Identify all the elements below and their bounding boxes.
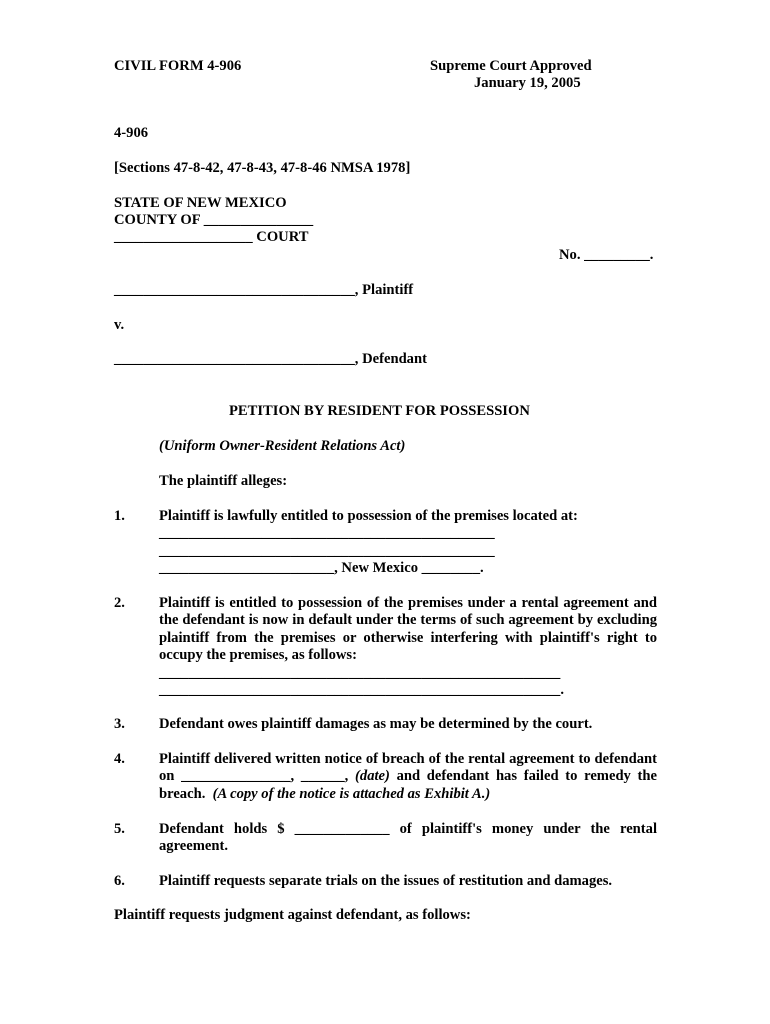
item-4-text-b: and defendant has failed to remedy the breach.: [159, 768, 657, 802]
form-id: CIVIL FORM 4-906: [114, 58, 242, 74]
closing-text: Plaintiff requests judgment against defendant, as follows:: [114, 907, 471, 923]
intro-text: The plaintiff alleges:: [159, 473, 288, 489]
item-1-text: Plaintiff is lawfully entitled to possession of the premises located at:: [159, 508, 578, 524]
item-6-text: Plaintiff requests separate trials on the issues of restitution and damages.: [159, 873, 613, 889]
case-number: No. _________.: [559, 247, 654, 263]
item-4-date-label: (date): [355, 768, 390, 785]
plaintiff-line: _________________________________, Plaintiff: [114, 282, 414, 298]
caption-county: COUNTY OF _______________: [114, 212, 314, 228]
item-4-text-a: Plaintiff delivered written notice of breach of the rental agreement to defendant on _______________, ______,: [159, 751, 657, 785]
item-1-number: 1.: [114, 508, 125, 524]
item-2-blank-1: _______________________________________________________: [159, 665, 561, 681]
item-4-number: 4.: [114, 751, 125, 767]
document-subtitle: (Uniform Owner-Resident Relations Act): [159, 438, 406, 454]
statute-sections: [Sections 47-8-42, 47-8-43, 47-8-46 NMSA 1978]: [114, 160, 411, 176]
caption-state: STATE OF NEW MEXICO: [114, 195, 287, 211]
versus-text: v.: [114, 317, 125, 333]
item-4-exhibit-note: (A copy of the notice is attached as Exhibit A.): [212, 785, 491, 802]
rule-number: 4-906: [114, 125, 149, 141]
caption-court: ___________________ COURT: [114, 229, 309, 245]
item-2-blank-2: _______________________________________________________.: [159, 682, 564, 698]
item-3-number: 3.: [114, 716, 125, 732]
item-4-text: [159, 751, 657, 803]
item-2-text: Plaintiff is entitled to possession of the premises under a rental agreement and the defendant is now in default under the terms of such agreement by excluding plaintiff from the premises or otherwise interfering with plaintiff's right to occupy the premises, as follows:: [159, 595, 657, 664]
item-5-text: Defendant holds $ _____________ of plaintiff's money under the rental agreement.: [159, 821, 657, 855]
item-1-blank-2: ______________________________________________: [159, 543, 495, 559]
item-1-blank-1: ______________________________________________: [159, 525, 495, 541]
item-1-blank-3: ________________________, New Mexico ________.: [159, 560, 484, 576]
document-title: PETITION BY RESIDENT FOR POSSESSION: [229, 403, 530, 419]
item-5-number: 5.: [114, 821, 125, 837]
item-6-number: 6.: [114, 873, 125, 889]
item-2-number: 2.: [114, 595, 125, 611]
item-3-text: Defendant owes plaintiff damages as may be determined by the court.: [159, 716, 593, 732]
approval-text: Supreme Court Approved: [430, 58, 592, 74]
defendant-line: _________________________________, Defendant: [114, 351, 427, 367]
approval-date: January 19, 2005: [474, 75, 581, 91]
